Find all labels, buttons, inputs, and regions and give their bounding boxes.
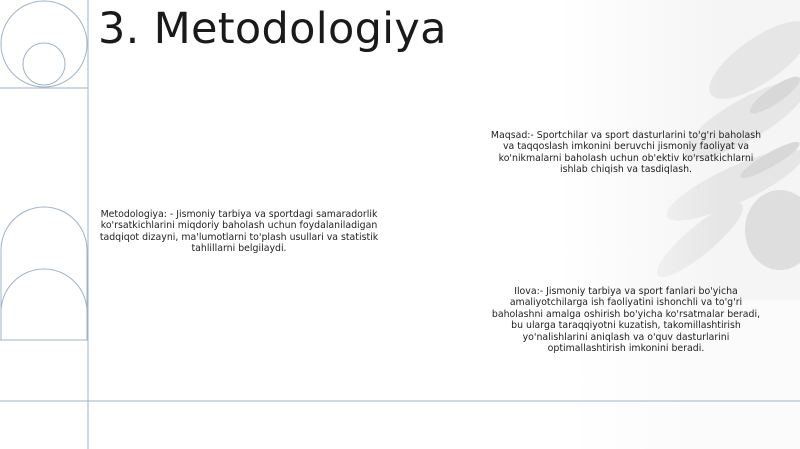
maqsad-text: Maqsad:- Sportchilar va sport dasturlarini to'g'ri baholash va taqqoslash imkonini beruvchi jismoniy faoliyat va ko'nikmalarni baholash uchun ob'ektiv ko'rsatkichlarni ishlab chiqish va tasdiqlash. (490, 130, 762, 176)
metodologiya-text: Metodologiya: - Jismoniy tarbiya va sportdagi samaradorlik ko'rsatkichlarini miqdoriy baholash uchun foydalaniladigan tadqiqot dizayni, ma'lumotlarni to'plash usullari va statistik tahlillarni belgilaydi. (99, 209, 379, 255)
ilova-text: Ilova:- Jismoniy tarbiya va sport fanlari bo'yicha amaliyotchilarga ish faoliyatini ishonchli va to'g'ri baholashni amalga oshirish bo'yicha ko'rsatmalar beradi, bu ularga taraqqiyotni kuzatish, takomillashtirish yo'nalishlarini aniqlash va o'quv dasturlarini optimallashtirish imkonini beradi. (491, 286, 761, 355)
slide-title: 3. Metodologiya (98, 4, 447, 54)
